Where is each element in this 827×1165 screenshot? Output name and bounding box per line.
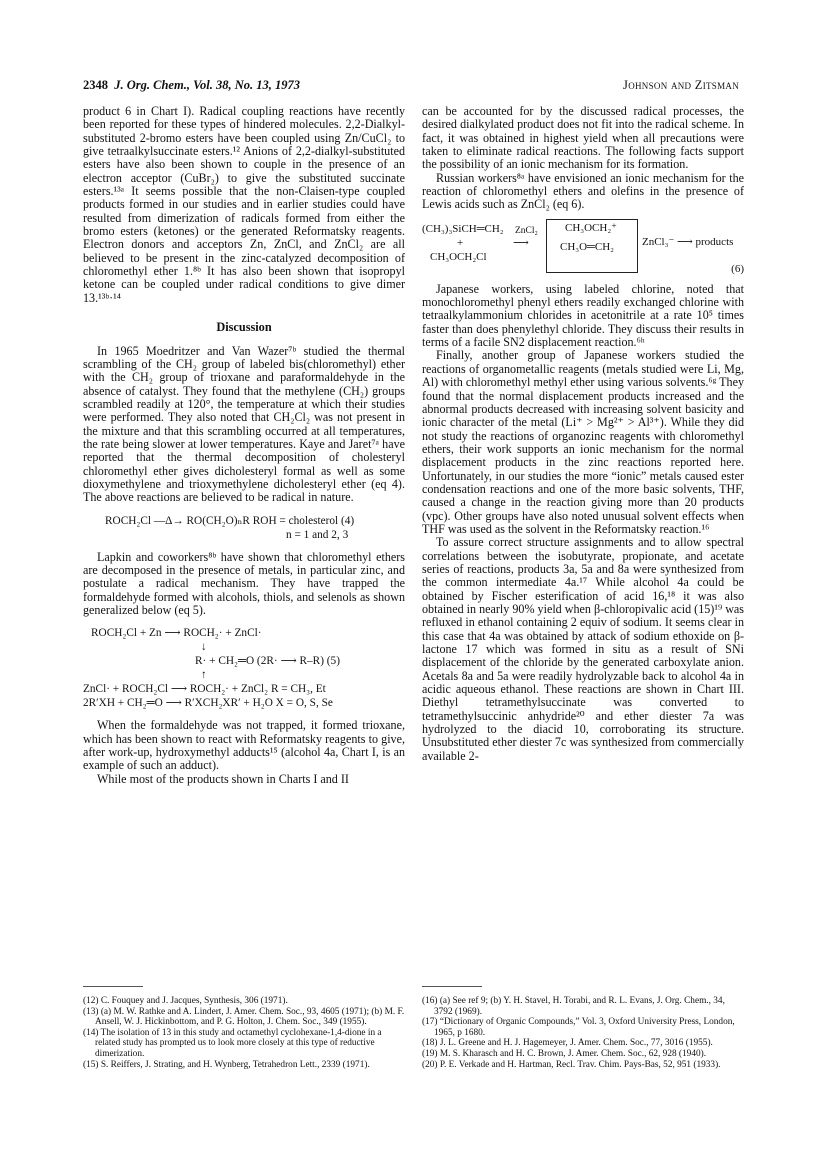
running-head <box>83 78 739 98</box>
footnote: (15) S. Reiffers, J. Strating, and H. Wynberg, Tetrahedron Lett., 2339 (1971). <box>83 1059 370 1070</box>
footnotes-right <box>422 996 744 1070</box>
paragraph: can be accounted for by the discussed radical processes, the desired dialkylated product does not fit into the radical scheme. In fact, it was obtained in highest yield when all precautions were taken to eliminate radical reactions. The following facts support the possibility of an ionic mechanism for its formation. <box>422 104 744 172</box>
equation-6 <box>422 219 744 277</box>
footnote: (14) The isolation of 13 in this study and octamethyl cyclohexane-1,4-dione in a related study has prompted us to look more closely at this type of reductive dimerization. <box>83 1027 382 1059</box>
equation-5 <box>83 626 405 710</box>
footnote: (18) J. L. Greene and H. J. Hagemeyer, J. Amer. Chem. Soc., 77, 3016 (1955). <box>422 1038 713 1049</box>
left-column <box>83 105 405 786</box>
equation-line: 2R′XH + CH₂═O ⟶ R′XCH₂XR′ + H₂O X = O, S, Se <box>83 697 333 710</box>
footnote: (12) C. Fouquey and J. Jacques, Synthesis, 306 (1971). <box>83 996 288 1006</box>
paragraph: Lapkin and coworkers⁸ᵇ have shown that chloromethyl ethers are decomposed in the presence of metals, in particular zinc, and postulate a radical mechanism. They have trapped the formaldehyde formed with alcohols, thiols, and selenols as shown generalized below (eq 5). <box>83 549 405 617</box>
equation-line: n = 1 and 2, 3 <box>286 528 349 541</box>
complex-bottom: CH₃O═CH₂ <box>560 240 614 253</box>
plus-sign: + <box>457 236 464 249</box>
catalyst-label: ZnCl₂ <box>515 225 538 236</box>
footnote: (13) (a) M. W. Rathke and A. Lindert, J. Amer. Chem. Soc., 93, 4605 (1971); (b) M. F. Ansell, W. J. Hickinbottom, and P. G. Holton, J. Chem. Soc., 349 (1955). <box>83 1006 405 1028</box>
counter-anion: ZnCl₃⁻ ⟶ products <box>642 235 734 248</box>
equation-line: ROCH₂Cl + Zn ⟶ ROCH₂· + ZnCl· <box>91 627 262 640</box>
complex-top: CH₃OCH₂⁺ <box>565 221 617 234</box>
footnote: (16) (a) See ref 9; (b) Y. H. Stavel, H. Torabi, and R. L. Evans, J. Org. Chem., 34, 3792 (1969). <box>422 996 725 1017</box>
paragraph: In 1965 Moedritzer and Van Wazer⁷ᵇ studied the thermal scrambling of the CH₂ group of labeled bis(chloromethyl) ether with the CH₂ group of trioxane and paraformaldehyde in the absence of catalyst. They found that the methylene (CH₂) groups scrambled readily at 120°, the temperature at which their studies were performed. They also noted that CH₂Cl₂ was not present in the mixture and that this scrambling occurred at all temperatures, the rate being slower at lower temperatures. Kaye and Jaret⁷ᵃ have reported that the thermal decomposition of cholesteryl chloromethyl ether gives dicholesteryl formal as well as some dioxymethylene and trioxymethylene dicholesteryl ether (eq 4). The above reactions are believed to be radical in nature. <box>83 343 405 505</box>
section-heading: Discussion <box>216 320 272 335</box>
paragraph: When the formaldehyde was not trapped, it formed trioxane, which has been shown to react with Reformatsky reagents to give, after work-up, hydroxymethyl adducts¹⁵ (alcohol 4a, Chart I, is an example of such an adduct). <box>83 718 405 773</box>
footnote-rule <box>422 986 482 987</box>
equation-line: ZnCl· + ROCH₂Cl ⟶ ROCH₂· + ZnCl₂ R = CH₃, Et <box>83 683 326 696</box>
paragraph: Russian workers⁸ᵃ have envisioned an ionic mechanism for the reaction of chloromethyl ethers and olefins in the presence of Lewis acids such as ZnCl₂ (eq 6). <box>422 170 744 212</box>
journal-citation: J. Org. Chem., Vol. 38, No. 13, 1973 <box>114 78 301 92</box>
paragraph: Finally, another group of Japanese workers studied the reactions of organometallic reagents (metals studied were Li, Mg, Al) with chloromethyl methyl ether using various solvents.⁶ᵍ They found that the normal displacement products increased and the abnormal products decreased with increasing solvent basicity and ionic character of the metal (Li⁺ > Mg²⁺ > Al³⁺). While they did not study the reactions of organozinc reagents with chloromethyl ethers, their work supports an ionic mechanism for the normal displacement products in the zinc reactions reported here. Unfortunately, in our studies the more “ionic” metals caused ester condensation reactions and one of the more basic solvents, THF, caused a change in the reaction giving more than 20 products (vpc). Other groups have also noted unusual solvent effects when THF was used as the solvent in the Reformatsky reaction.¹⁶ <box>422 348 744 536</box>
footnote-rule <box>83 986 143 987</box>
page-number-and-journal <box>83 78 300 93</box>
paragraph: To assure correct structure assignments and to allow spectral correlations between the isobutyrate, propionate, and acetate series of reactions, products 3a, 5a and 8a were synthesized from the common intermediate 4a.¹⁷ While alcohol 4a could be obtained by Fischer esterification of acid 16,¹⁸ it was also obtained in nearly 90% yield when β-chloropivalic acid (15)¹⁹ was refluxed in ethanol containing 2 equiv of sodium. It seems clear in this case that 4a was obtained by attack of sodium ethoxide on β-lactone 17 which was formed in situ as a result of SNi displacement of the chloride by the generated carboxylate anion. Acetals 8a and 5a were readily hydrolyzable back to alcohol 4a in acidic aqueous ethanol. These reactions are shown in Chart III. Diethyl tetramethylsuccinate was converted to tetramethylsuccinic anhydride²⁰ and ether diester 7a was hydrolyzed to the diacid 10, corroborating its structure. Unsubstituted ether diester 7c was synthesized from commercially available 2- <box>422 535 744 763</box>
footnote: (20) P. E. Verkade and H. Hartman, Recl. Trav. Chim. Pays-Bas, 52, 951 (1933). <box>422 1059 721 1070</box>
paragraph: product 6 in Chart I). Radical coupling reactions have recently been reported for these types of hindered molecules. 2,2-Dialkyl-substituted 2-bromo esters have been coupled using Zn/CuCl₂ to give tetraalkylsuccinate esters.¹² Anions of 2,2-dialkyl-substituted esters have also been shown to couple in the presence of an electron acceptor (CuBr₂) to give the substituted succinate esters.¹³ᵃ It seems possible that the non-Claisen-type coupled products formed in our studies and in earlier studies could have resulted from dimerization of radicals formed from either the bromo esters (ketones) or the generated Reformatsky reagents. Electron donors and acceptors Zn, ZnCl, and ZnCl₂ are all believed to be present in the zinc-catalyzed decomposition of chloromethyl ether 1.⁸ᵇ It has also been shown that isopropyl ketone can be coupled under radical conditions to give dimer 13.¹³ᵇ·¹⁴ <box>83 104 405 305</box>
paragraph: Japanese workers, using labeled chlorine, noted that monochloromethyl phenyl ethers readily exchanged chlorine with tetraalkylammonium chlorides in acetonitrile at a rate 10⁵ times faster than does phenylethyl chloride. They discuss their results in terms of a facile SN2 displacement reaction.⁶ʰ <box>422 281 744 350</box>
reactant: (CH₃)₃SiCH═CH₂ <box>422 222 504 235</box>
equation-line: ↓ <box>201 641 207 654</box>
arrow-icon: ⟶ <box>513 236 529 249</box>
equation-line: ↑ <box>201 669 207 682</box>
right-column <box>422 105 744 763</box>
paragraph: While most of the products shown in Charts I and II <box>97 771 349 786</box>
equation-4 <box>83 514 405 542</box>
equation-line: ROCH₂Cl —Δ→ RO(CH₂O)ₙR ROH = cholesterol (4) <box>105 514 355 527</box>
authors-header: Johnson and Zitsman <box>623 78 739 92</box>
footnotes-left <box>83 996 405 1070</box>
footnote: (19) M. S. Kharasch and H. C. Brown, J. Amer. Chem. Soc., 62, 928 (1940). <box>422 1048 707 1059</box>
footnote: (17) “Dictionary of Organic Compounds,” Vol. 3, Oxford University Press, London, 1965, p 1680. <box>422 1017 735 1038</box>
equation-line: R· + CH₂═O (2R· ⟶ R–R) (5) <box>195 655 340 668</box>
reactant: CH₃OCH₂Cl <box>430 250 487 263</box>
equation-number: (6) <box>731 262 744 275</box>
page-number: 2348 <box>83 78 108 92</box>
